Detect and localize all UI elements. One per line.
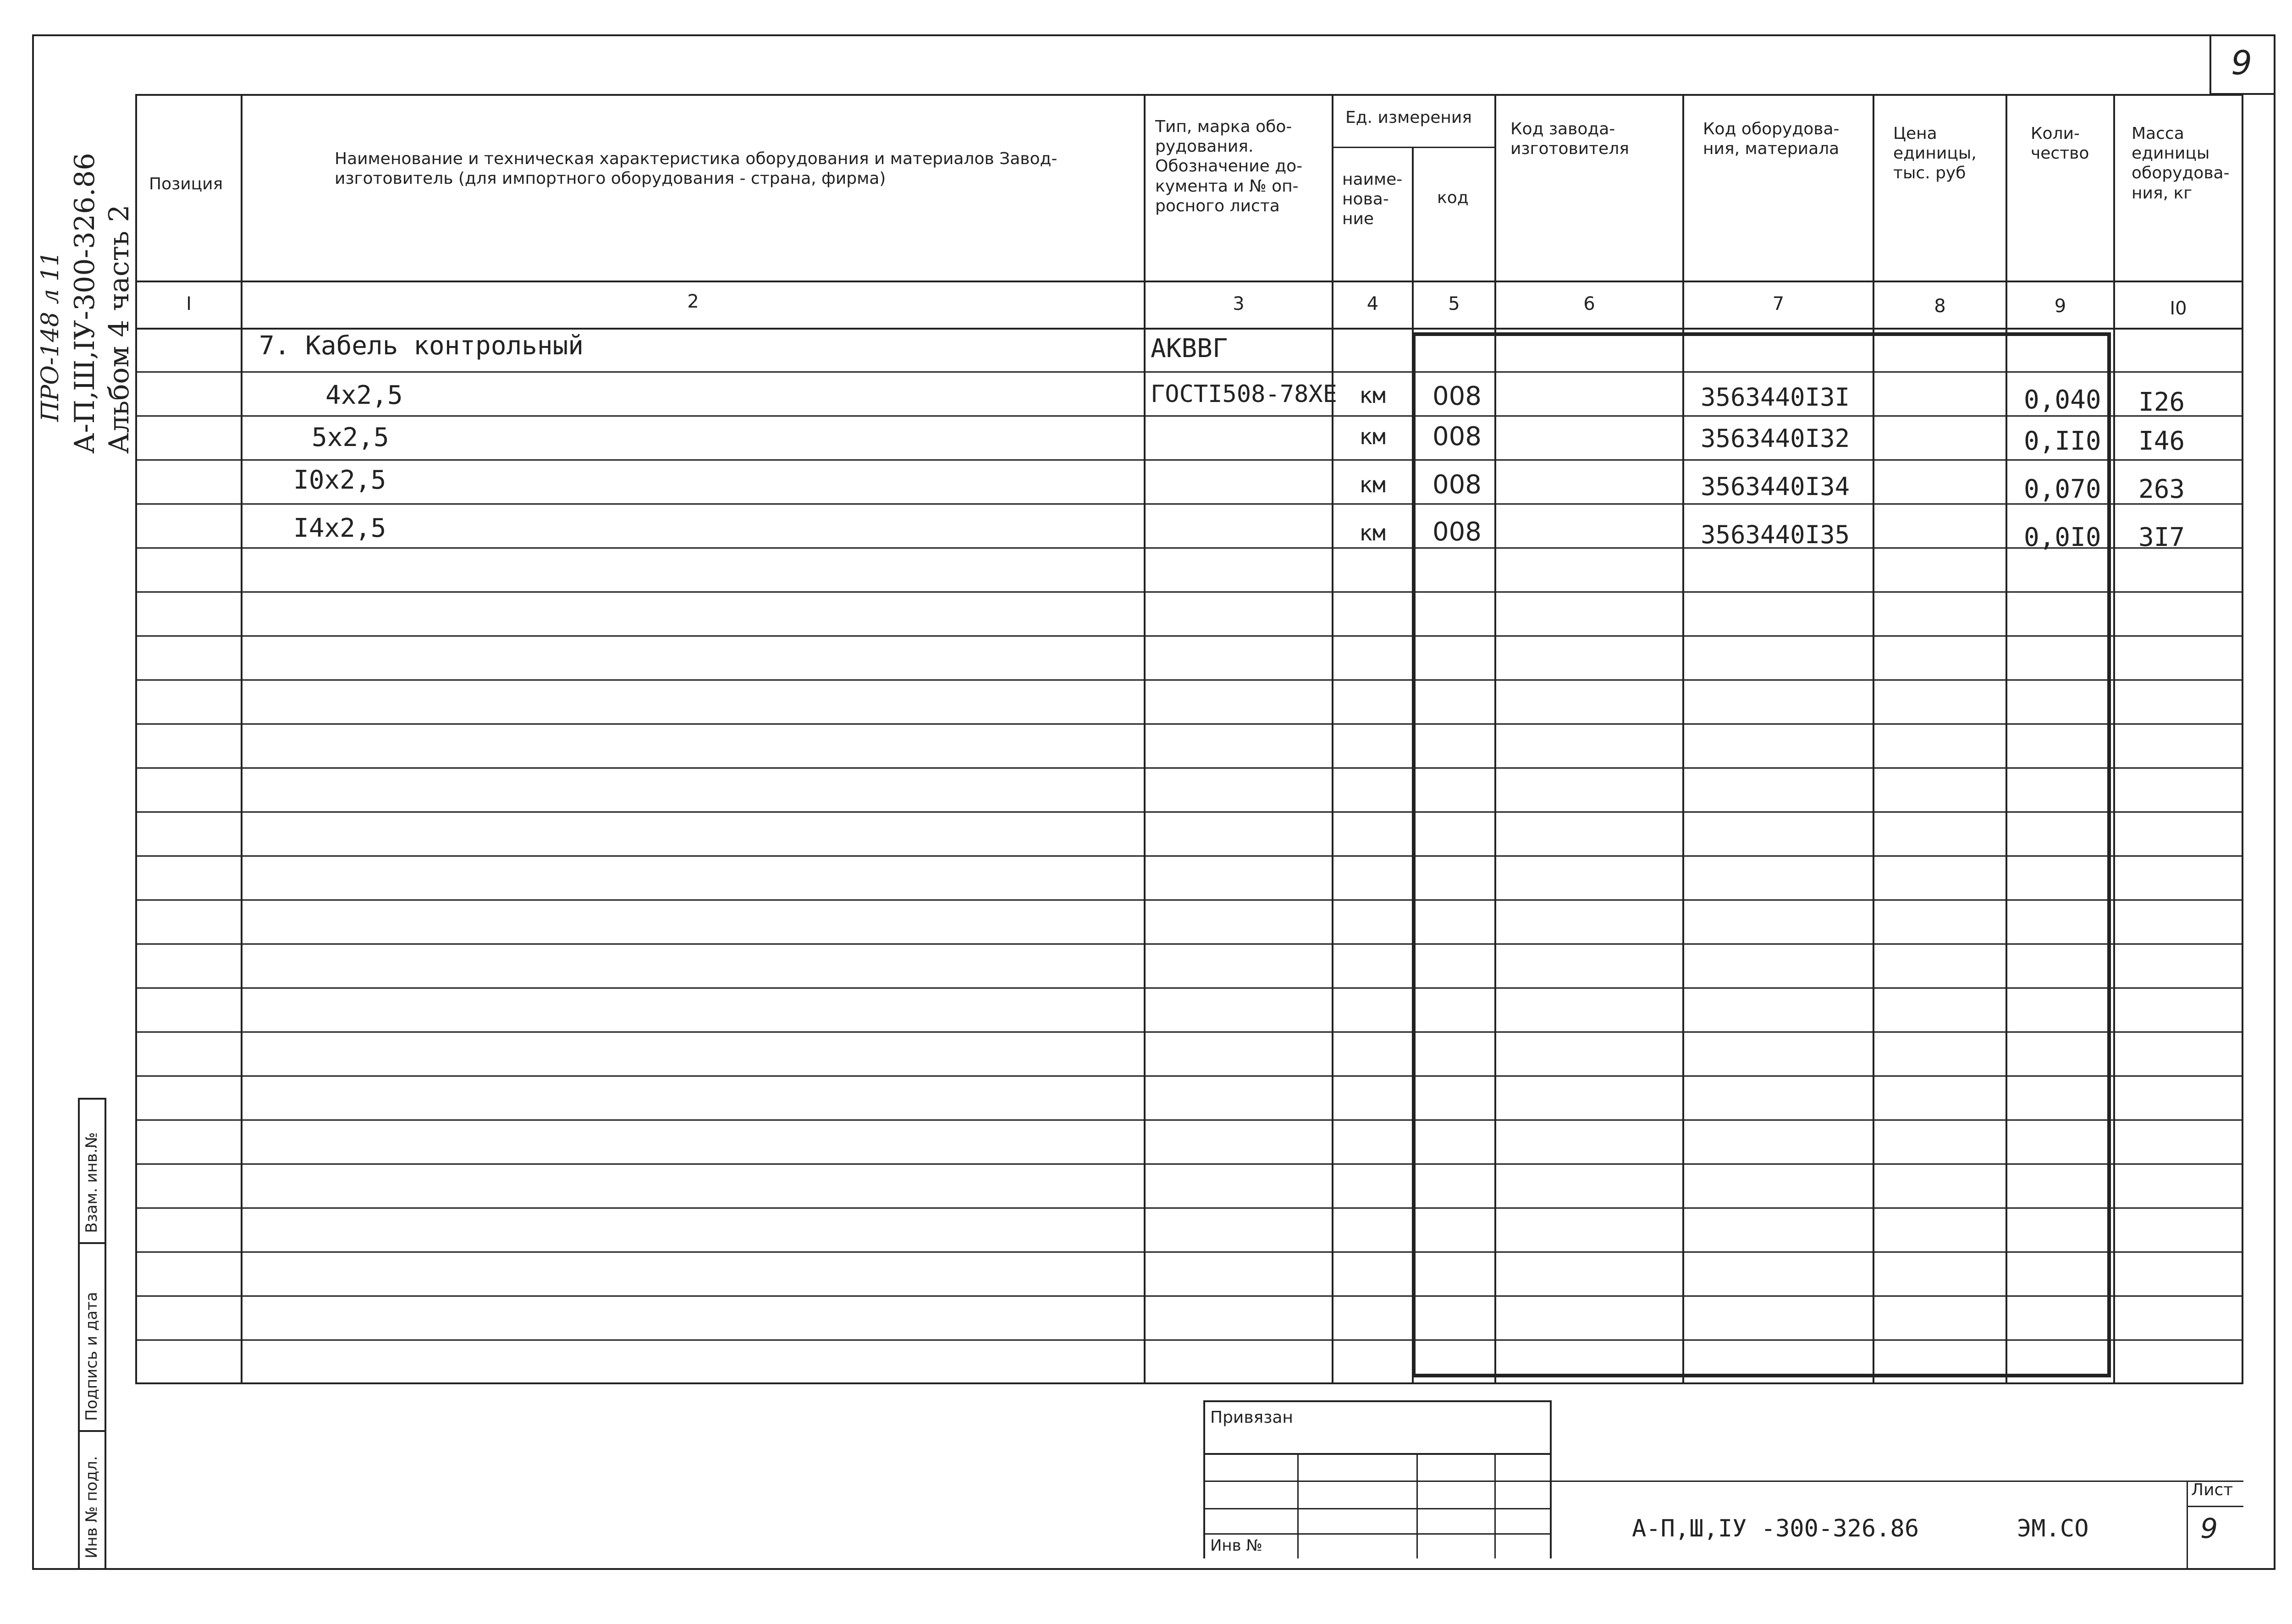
row2-material-code: 3563440I3I [1701, 383, 1850, 412]
row2-name: 4х2,5 [325, 380, 403, 410]
row3-code: 008 [1432, 422, 1482, 451]
row5-unit: км [1359, 520, 1386, 546]
header-mass: Масса единицы оборудова-ния, кг [2132, 124, 2230, 203]
row-divider [135, 459, 2243, 461]
row3-name: 5х2,5 [312, 423, 389, 452]
row2-quantity: 0,040 [2024, 385, 2101, 415]
row5-name: I4х2,5 [293, 513, 386, 543]
header-position: Позиция [149, 175, 223, 193]
row-divider [135, 1163, 2243, 1165]
outer-frame-top [32, 34, 2274, 36]
row-divider [135, 723, 2243, 725]
header-material-code: Код оборудова-ния, материала [1703, 120, 1840, 159]
row-divider [135, 635, 2243, 637]
col-number-5: 5 [1448, 293, 1460, 314]
row-divider [135, 547, 2243, 549]
row1-name: 7. Кабель контрольный [259, 331, 584, 361]
row-divider [135, 767, 2243, 769]
row-divider [135, 591, 2243, 593]
header-unit-name: наиме-нова-ние [1342, 170, 1403, 229]
col-number-6: 6 [1583, 293, 1595, 314]
row-divider [135, 1075, 2243, 1077]
row-divider [135, 1339, 2243, 1341]
row-divider [135, 679, 2243, 681]
row3-unit: км [1359, 424, 1386, 450]
document-mark: ЭМ.СО [2017, 1515, 2089, 1542]
row-divider [135, 503, 2243, 505]
row-divider [135, 811, 2243, 813]
header-type: Тип, марка обо-рудования. Обозначение до-кумента и № оп-росного листа [1155, 117, 1303, 215]
row2-unit: км [1359, 383, 1386, 408]
header-quantity: Коли-чество [2031, 124, 2089, 163]
header-factory-code: Код завода-изготовителя [1510, 120, 1629, 159]
header-unit-group: Ед. измерения [1345, 108, 1472, 127]
sheet-number: 9 [2200, 1513, 2218, 1545]
row-divider [135, 855, 2243, 857]
row4-name: I0х2,5 [293, 465, 386, 495]
row-divider [135, 943, 2243, 945]
col-number-1: I [186, 293, 192, 314]
row4-material-code: 3563440I34 [1701, 472, 1850, 501]
stamp-podpis-data: Подпись и дата [83, 1292, 101, 1421]
row3-material-code: 3563440I32 [1701, 424, 1850, 453]
stamp-vzam-inv: Взам. инв.№ [83, 1132, 101, 1233]
header-price: Цена единицы, тыс. руб [1893, 124, 1977, 183]
row2-type: ГОСТI508-78ХЕ [1151, 380, 1337, 408]
row-divider [135, 415, 2243, 417]
row4-mass: 263 [2138, 474, 2185, 504]
outer-frame-left [32, 34, 34, 1570]
header-unit-code: код [1437, 188, 1469, 207]
outer-frame-right [2274, 34, 2275, 1570]
header-name: Наименование и техническая характеристика оборудования и материалов Завод-изготовитель (для импортного оборудования - страна, фирма) [335, 149, 1058, 188]
document-code: А-П,Ш,IУ -300-326.86 [1632, 1515, 1919, 1542]
row5-code: 008 [1432, 517, 1482, 547]
side-title-line3: Альбом 4 часть 2 [103, 204, 135, 454]
row3-quantity: 0,II0 [2024, 426, 2101, 456]
col-number-8: 8 [1934, 296, 1946, 317]
row4-code: 008 [1432, 470, 1482, 500]
row-divider [135, 1295, 2243, 1297]
row2-mass: I26 [2138, 387, 2185, 417]
row-divider [135, 371, 2243, 373]
row2-code: 008 [1432, 381, 1482, 411]
side-title-line2: А-П,Ш,IУ-300-326.86 [69, 153, 101, 454]
inv-number-label: Инв № [1210, 1536, 1262, 1555]
row-divider [135, 987, 2243, 989]
row-divider [135, 899, 2243, 901]
row4-unit: км [1359, 472, 1386, 498]
row3-mass: I46 [2138, 426, 2185, 456]
row-divider [135, 1207, 2243, 1209]
col-number-9: 9 [2054, 296, 2066, 317]
row-divider [135, 1031, 2243, 1033]
stamp-inv-podl: Инв № подл. [83, 1456, 101, 1558]
col-number-4: 4 [1366, 293, 1379, 314]
col-number-10: I0 [2170, 298, 2187, 319]
col-number-7: 7 [1772, 293, 1785, 314]
side-title-line1: ПРО-148 л 11 [37, 251, 64, 422]
col-number-2: 2 [687, 291, 699, 312]
row1-type: АКВВГ [1151, 334, 1228, 363]
row4-quantity: 0,070 [2024, 474, 2101, 504]
col-number-3: 3 [1233, 293, 1245, 314]
row-divider [135, 1119, 2243, 1121]
row5-quantity: 0,0I0 [2024, 523, 2101, 552]
row-divider [135, 1251, 2243, 1253]
privyazan-label: Привязан [1210, 1408, 1293, 1427]
row5-material-code: 3563440I35 [1701, 520, 1850, 549]
row5-mass: 3I7 [2138, 523, 2185, 552]
outer-frame-bottom [32, 1568, 2275, 1570]
sheet-label: Лист [2191, 1481, 2233, 1499]
page-number: 9 [2231, 44, 2252, 82]
